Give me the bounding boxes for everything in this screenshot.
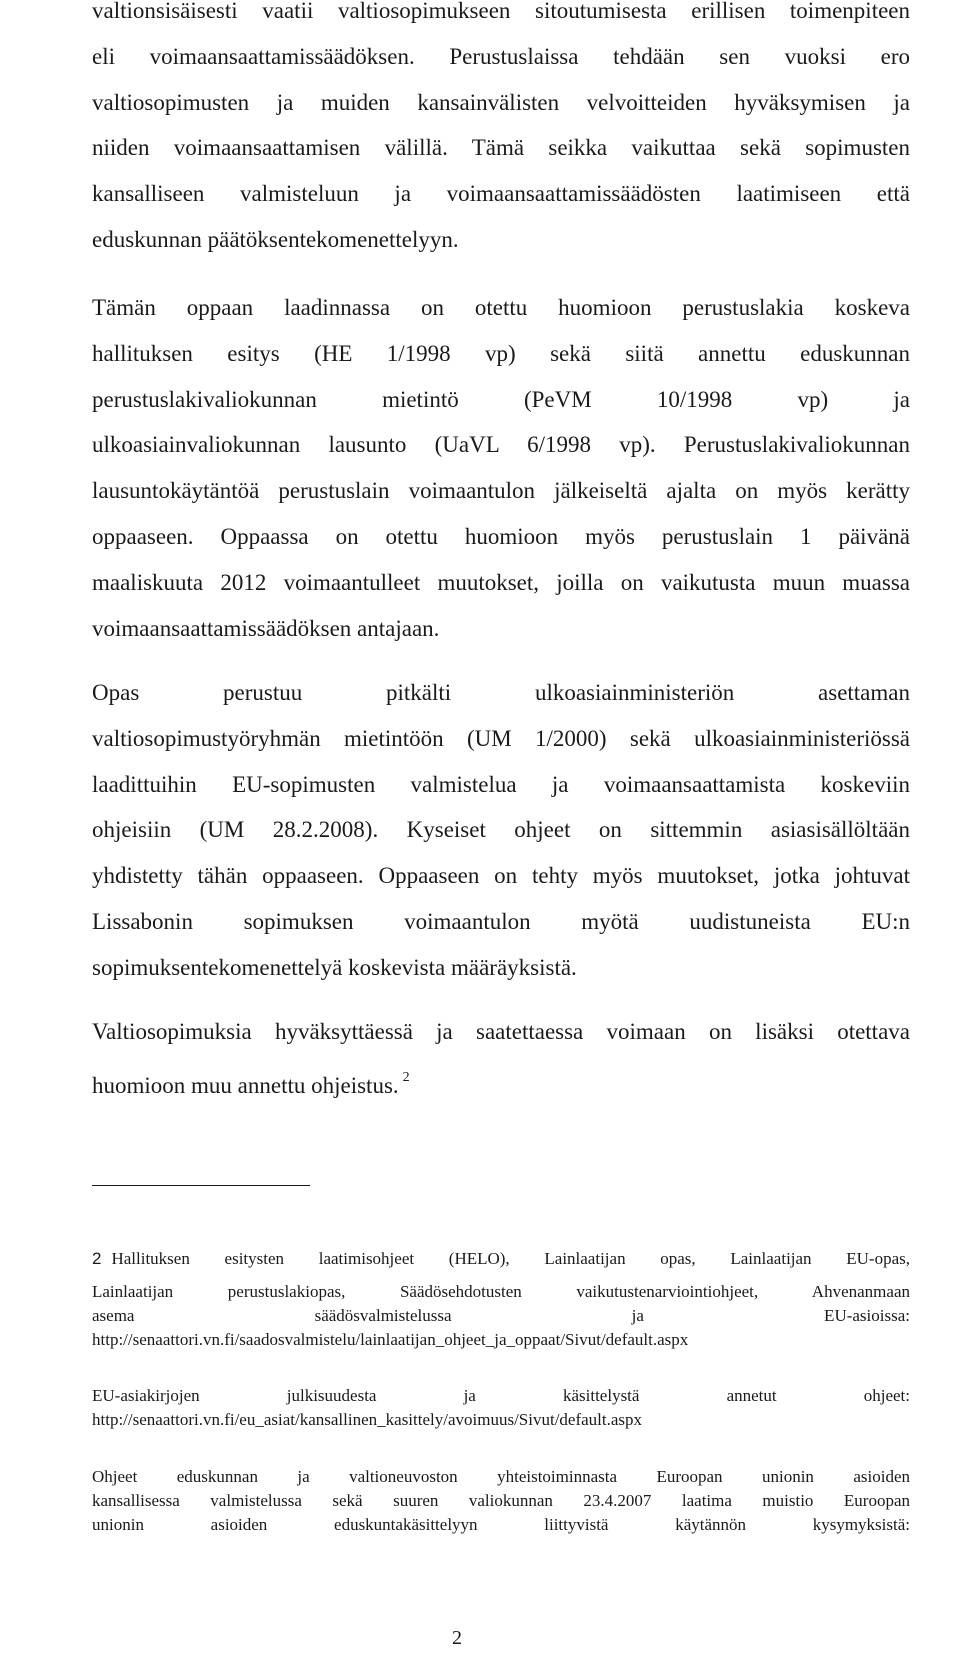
paragraph-3 <box>92 670 910 991</box>
footnote-line: Lainlaatijan perustuslakiopas, Säädösehdotusten vaikutustenarviointiohjeet, Ahvenanmaan <box>92 1282 910 1301</box>
footnote-block-1 <box>92 1247 910 1352</box>
paragraph-line: oppaaseen. Oppaassa on otettu huomioon myös perustuslain 1 päivänä <box>92 523 910 549</box>
footnote-line: Ohjeet eduskunnan ja valtioneuvoston yhteistoiminnasta Euroopan unionin asioiden <box>92 1467 910 1486</box>
paragraph-4 <box>92 1009 910 1109</box>
footnote-separator <box>92 1185 310 1186</box>
paragraph-line: yhdistetty tähän oppaaseen. Oppaaseen on tehty myös muutokset, jotka johtuvat <box>92 863 910 889</box>
footnote-line: EU-asiakirjojen julkisuudesta ja käsittelystä annetut ohjeet: <box>92 1386 910 1405</box>
footnote-block-3 <box>92 1465 910 1537</box>
footnote-line: unionin asioiden eduskuntakäsittelyyn liittyvistä käytännön kysymyksistä: <box>92 1515 910 1534</box>
footnote-link[interactable]: http://senaattori.vn.fi/saadosvalmistelu/lainlaatijan_ohjeet_ja_oppaat/Sivut/default.aspx <box>92 1330 689 1349</box>
paragraph-line <box>92 1055 910 1109</box>
paragraph-line: sopimuksentekomenettelyä koskevista määräyksistä. <box>92 954 577 980</box>
footnote-text: Hallituksen esitysten laatimisohjeet (HELO), Lainlaatijan opas, Lainlaatijan EU-opas, <box>111 1249 910 1268</box>
paragraph-1 <box>92 0 910 263</box>
paragraph-line: hallituksen esitys (HE 1/1998 vp) sekä siitä annettu eduskunnan <box>92 340 910 366</box>
paragraph-line: niiden voimaansaattamisen välillä. Tämä seikka vaikuttaa sekä sopimusten <box>92 135 910 161</box>
footnote-reference[interactable]: 2 <box>402 1069 410 1085</box>
footnote-line <box>92 1247 910 1271</box>
paragraph-line: ohjeisiin (UM 28.2.2008). Kyseiset ohjeet on sittemmin asiasisällöltään <box>92 817 910 843</box>
footnote-line: kansallisessa valmistelussa sekä suuren valiokunnan 23.4.2007 laatima muistio Euroopan <box>92 1491 910 1510</box>
paragraph-line-text: huomioon muu annettu ohjeistus. <box>92 1072 399 1098</box>
paragraph-line: valtiosopimusten ja muiden kansainvälisten velvoitteiden hyväksymisen ja <box>92 89 910 115</box>
paragraph-line: eduskunnan päätöksentekomenettelyyn. <box>92 226 459 252</box>
footnote-block-2 <box>92 1384 910 1432</box>
paragraph-line: Tämän oppaan laadinnassa on otettu huomioon perustuslakia koskeva <box>92 295 910 320</box>
footnote-number: 2 <box>92 1249 102 1268</box>
paragraph-line: Lissabonin sopimuksen voimaantulon myötä uudistuneista EU:n <box>92 908 910 934</box>
paragraph-line: voimaansaattamissäädöksen antajaan. <box>92 615 440 641</box>
paragraph-line: maaliskuuta 2012 voimaantulleet muutokset, joilla on vaikutusta muun muassa <box>92 569 910 595</box>
page-number-text: 2 <box>452 1627 462 1649</box>
paragraph-line: laadittuihin EU-sopimusten valmistelua ja voimaansaattamista koskeviin <box>92 771 910 797</box>
paragraph-line: lausuntokäytäntöä perustuslain voimaantulon jälkeiseltä ajalta on myös kerätty <box>92 478 910 504</box>
paragraph-line: eli voimaansaattamissäädöksen. Perustuslaissa tehdään sen vuoksi ero <box>92 43 910 69</box>
paragraph-line: Opas perustuu pitkälti ulkoasiainministeriön asettaman <box>92 680 910 705</box>
paragraph-line: Valtiosopimuksia hyväksyttäessä ja saatettaessa voimaan on lisäksi otettava <box>92 1019 910 1044</box>
paragraph-line: kansalliseen valmisteluun ja voimaansaattamissäädösten laatimiseen että <box>92 181 910 207</box>
footnote-link[interactable]: http://senaattori.vn.fi/eu_asiat/kansallinen_kasittely/avoimuus/Sivut/default.aspx <box>92 1410 643 1429</box>
paragraph-line: perustuslakivaliokunnan mietintö (PeVM 10/1998 vp) ja <box>92 386 910 412</box>
paragraph-line: valtionsisäisesti vaatii valtiosopimukseen sitoutumisesta erillisen toimenpiteen <box>92 0 910 23</box>
paragraph-2 <box>92 285 910 651</box>
paragraph-line: valtiosopimustyöryhmän mietintöön (UM 1/2000) sekä ulkoasiainministeriössä <box>92 725 910 751</box>
footnote-line: asema säädösvalmistelussa ja EU-asioissa: <box>92 1306 910 1325</box>
paragraph-line: ulkoasiainvaliokunnan lausunto (UaVL 6/1998 vp). Perustuslakivaliokunnan <box>92 432 910 458</box>
